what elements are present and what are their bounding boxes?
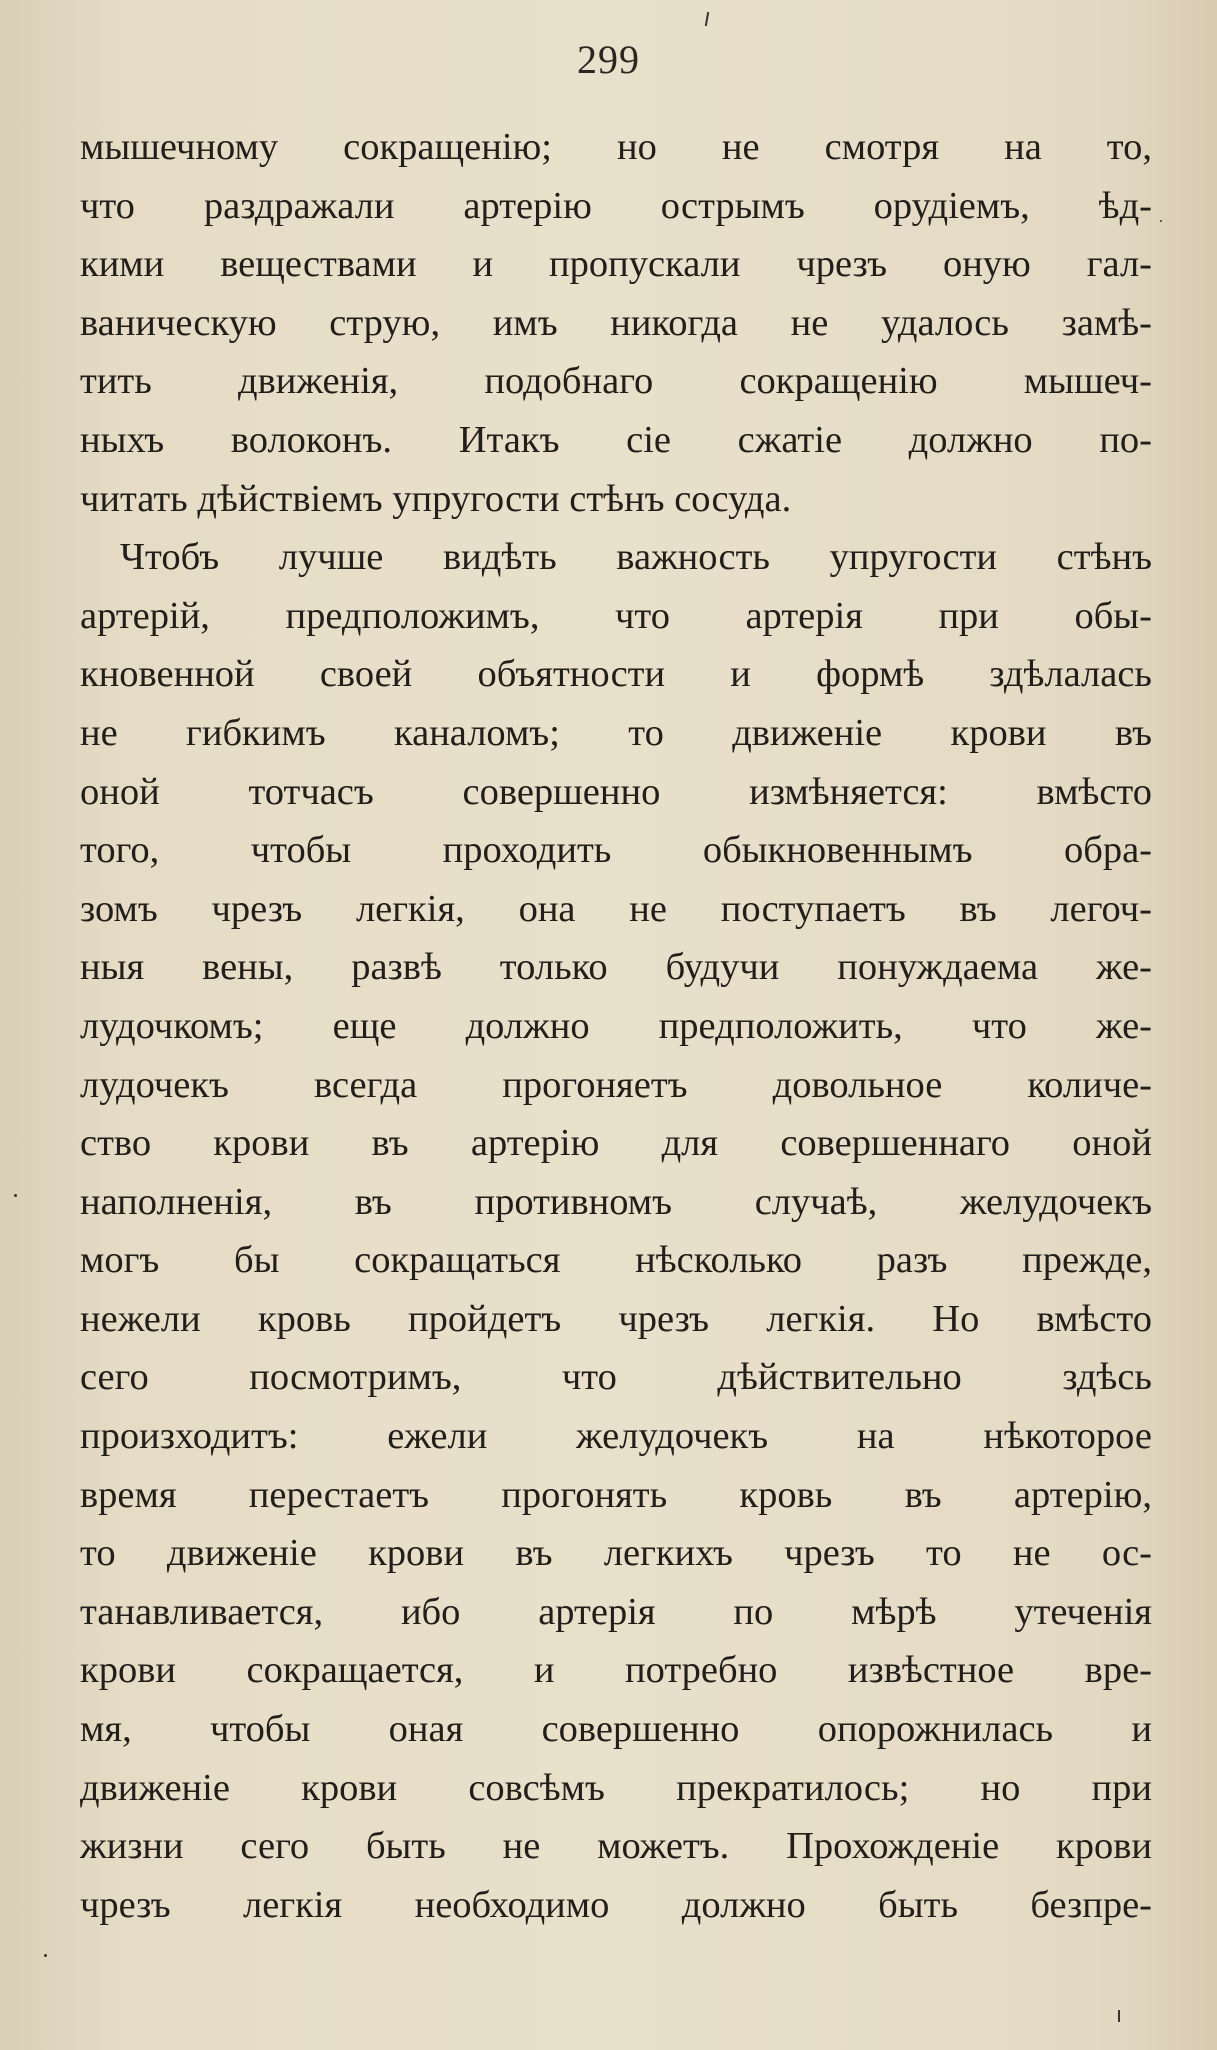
text-line: сего посмотримъ, что дѣйствительно здѣсь: [80, 1356, 1152, 1399]
text-line: артерій, предположимъ, что артерія при обы-: [80, 594, 1152, 637]
text-line: время перестаетъ прогонять кровь въ артерію,: [80, 1473, 1152, 1516]
text-line: ство крови въ артерію для совершеннаго оной: [80, 1122, 1152, 1165]
text-line: не гибкимъ каналомъ; то движеніе крови въ: [80, 711, 1152, 754]
text-line: чрезъ легкія необходимо должно быть безпре-: [80, 1883, 1152, 1926]
text-line: ныя вены, развѣ только будучи понуждаема же-: [80, 946, 1152, 989]
ink-mark: [705, 12, 709, 26]
body-text: [80, 118, 1152, 1934]
text-line: мя, чтобы оная совершенно опорожнилась и: [80, 1708, 1152, 1751]
text-line: лудочекъ всегда прогоняетъ довольное количе-: [80, 1063, 1152, 1106]
ink-speck: [1160, 220, 1162, 222]
text-line: могъ бы сокращаться нѣсколько разъ прежде,: [80, 1239, 1152, 1282]
text-line: нежели кровь пройдетъ чрезъ легкія. Но вмѣсто: [80, 1297, 1152, 1340]
text-line: жизни сего быть не можетъ. Прохожденіе крови: [80, 1825, 1152, 1868]
text-line: танавливается, ибо артерія по мѣрѣ утеченія: [80, 1590, 1152, 1633]
paragraph-end-line: читать дѣйствіемъ упругости стѣнъ сосуда.: [80, 477, 792, 520]
text-line: что раздражали артерію острымъ орудіемъ, ѣд-: [80, 184, 1152, 227]
text-line: наполненія, въ противномъ случаѣ, желудочекъ: [80, 1180, 1152, 1223]
text-line: кновенной своей объятности и формѣ здѣлалась: [80, 653, 1152, 696]
text-line: ныхъ волоконъ. Итакъ сіе сжатіе должно по-: [80, 418, 1152, 461]
text-line: ваническую струю, имъ никогда не удалось замѣ-: [80, 301, 1152, 344]
page-number: 299: [577, 37, 640, 82]
text-line: тить движенія, подобнаго сокращенію мышеч-: [80, 360, 1152, 403]
text-line: зомъ чрезъ легкія, она не поступаетъ въ легоч-: [80, 887, 1152, 930]
ink-speck: [44, 1954, 47, 1957]
ink-speck: [14, 1194, 17, 1197]
text-line: того, чтобы проходить обыкновеннымъ обра-: [80, 829, 1152, 872]
text-line: кими веществами и пропускали чрезъ оную гал-: [80, 243, 1152, 286]
text-line: то движеніе крови въ легкихъ чрезъ то не ос-: [80, 1532, 1152, 1575]
text-line: крови сокращается, и потребно извѣстное вре-: [80, 1649, 1152, 1692]
ink-mark: [1118, 2010, 1120, 2022]
text-line: произходитъ: ежели желудочекъ на нѣкоторое: [80, 1415, 1152, 1458]
text-line: оной тотчасъ совершенно измѣняется: вмѣсто: [80, 770, 1152, 813]
text-line: мышечному сокращенію; но не смотря на то,: [80, 126, 1152, 168]
text-line: лудочкомъ; еще должно предположить, что же-: [80, 1004, 1152, 1047]
paragraph-first-line: Чтобъ лучше видѣть важность упругости стѣнъ: [120, 536, 1152, 579]
text-line: движеніе крови совсѣмъ прекратилось; но при: [80, 1766, 1152, 1809]
